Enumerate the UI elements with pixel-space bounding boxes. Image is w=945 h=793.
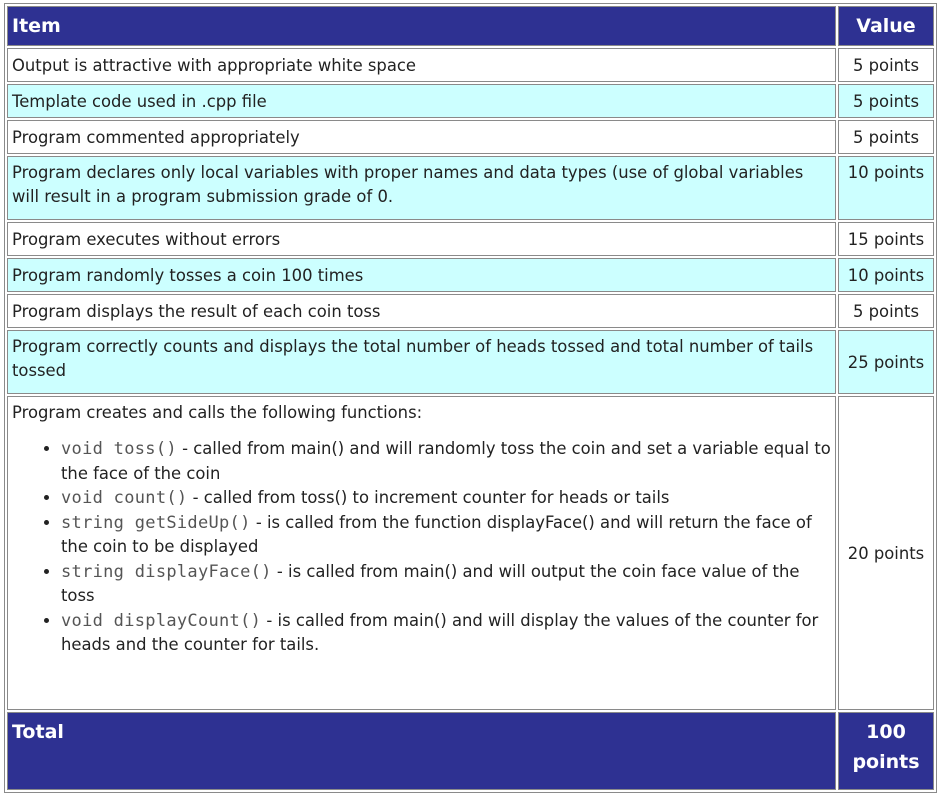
header-value: Value (838, 6, 934, 46)
table-row (7, 294, 934, 328)
functions-list (12, 437, 835, 658)
row-value: 10 points (838, 258, 934, 292)
table-row (7, 156, 934, 220)
row-value: 5 points (838, 84, 934, 118)
functions-intro: Program creates and calls the following functions: (12, 403, 423, 422)
list-item (61, 609, 835, 658)
list-item (61, 560, 835, 609)
row-item: Program executes without errors (7, 222, 836, 256)
total-value-number: 100 (866, 721, 906, 743)
row-item: Program correctly counts and displays the total number of heads tossed and total number of tails tossed (7, 330, 836, 394)
row-value: 25 points (838, 330, 934, 394)
function-description: - called from main() and will randomly toss the coin and set a variable equal to the face of the coin (61, 439, 831, 483)
row-value: 10 points (838, 156, 934, 220)
function-signature: string getSideUp() (61, 512, 251, 533)
row-item: Program displays the result of each coin toss (7, 294, 836, 328)
row-item: Output is attractive with appropriate white space (7, 48, 836, 82)
function-description: - called from toss() to increment counter for heads or tails (192, 488, 670, 507)
table-row (7, 330, 934, 394)
table-row (7, 222, 934, 256)
row-item: Program declares only local variables with proper names and data types (use of global variables will result in a program submission grade of 0. (7, 156, 836, 220)
row-value: 5 points (838, 294, 934, 328)
function-signature: void toss() (61, 439, 177, 459)
total-value (838, 712, 934, 790)
functions-row (7, 396, 934, 710)
header-row (7, 6, 934, 46)
table-row (7, 84, 934, 118)
row-value: 15 points (838, 222, 934, 256)
table-row (7, 258, 934, 292)
rubric-container (4, 3, 937, 793)
total-value-unit: points (852, 751, 920, 773)
functions-value: 20 points (838, 396, 934, 710)
functions-cell (7, 396, 836, 710)
table-row (7, 120, 934, 154)
function-description: - is called from the function displayFace() and will return the face of the coin to be displayed (61, 512, 812, 556)
rubric-table (4, 3, 937, 793)
row-value: 5 points (838, 120, 934, 154)
row-item: Program commented appropriately (7, 120, 836, 154)
table-row (7, 48, 934, 82)
total-row (7, 712, 934, 790)
function-signature: string displayFace() (61, 561, 272, 582)
function-description: - is called from main() and will display the values of the counter for heads and the counter for tails. (61, 610, 819, 654)
list-item (61, 486, 835, 511)
function-description: - is called from main() and will output the coin face value of the toss (61, 561, 800, 605)
total-label: Total (7, 712, 836, 790)
row-item: Program randomly tosses a coin 100 times (7, 258, 836, 292)
list-item (61, 511, 835, 560)
function-signature: void displayCount() (61, 610, 262, 631)
row-value: 5 points (838, 48, 934, 82)
function-signature: void count() (61, 488, 188, 508)
header-item: Item (7, 6, 836, 46)
row-item: Template code used in .cpp file (7, 84, 836, 118)
list-item (61, 437, 835, 486)
